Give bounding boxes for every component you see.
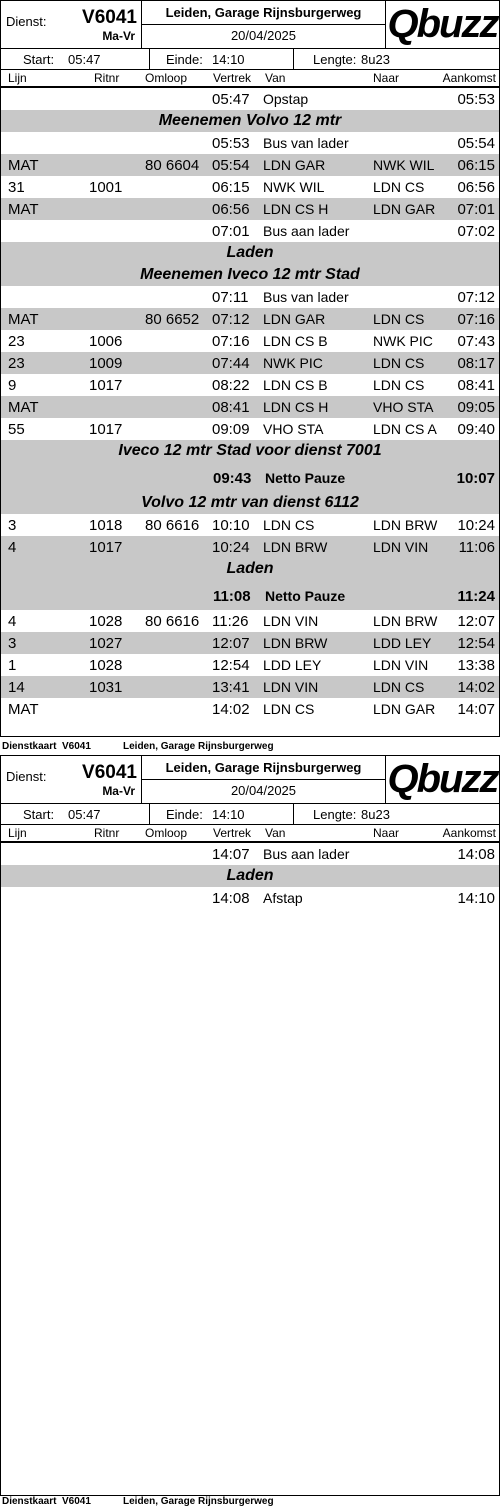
van-cell: LDN CS H bbox=[263, 399, 329, 415]
lijn-cell: 23 bbox=[8, 333, 25, 350]
divider bbox=[142, 24, 385, 25]
aankomst-cell: 13:38 bbox=[457, 657, 495, 674]
page-header bbox=[1, 756, 499, 804]
ritnr-cell: 1017 bbox=[89, 539, 123, 556]
ritnr-cell: 1009 bbox=[89, 355, 123, 372]
van-cell: Bus van lader bbox=[263, 289, 349, 305]
vertrek-cell: 05:53 bbox=[212, 135, 250, 152]
footer-garage: Leiden, Garage Rijnsburgerweg bbox=[123, 741, 274, 752]
lijn-cell: MAT bbox=[8, 701, 39, 718]
lijn-cell: 23 bbox=[8, 355, 25, 372]
lijn-cell: 9 bbox=[8, 377, 17, 394]
divider bbox=[149, 49, 150, 69]
naar-cell: LDN CS bbox=[373, 679, 425, 695]
column-naar: Naar bbox=[373, 71, 400, 85]
column-omloop: Omloop bbox=[145, 71, 188, 85]
garage-name: Leiden, Garage Rijnsburgerweg bbox=[165, 5, 362, 20]
ritnr-cell: 1018 bbox=[89, 517, 123, 534]
van-cell: NWK PIC bbox=[263, 355, 323, 371]
end-time: 14:10 bbox=[212, 52, 245, 67]
omloop-cell: 80 6616 bbox=[145, 613, 200, 630]
lijn-cell: 3 bbox=[8, 517, 17, 534]
van-cell: LDN BRW bbox=[263, 635, 328, 651]
dienst-number: V6041 bbox=[82, 7, 137, 28]
trip-row bbox=[1, 308, 499, 330]
lijn-cell: 4 bbox=[8, 539, 17, 556]
omloop-cell: 80 6604 bbox=[145, 157, 200, 174]
length-value: 8u23 bbox=[361, 807, 390, 822]
section-title: Laden bbox=[226, 244, 274, 261]
vertrek-cell: 05:54 bbox=[212, 157, 250, 174]
length-label: Lengte: bbox=[313, 52, 357, 67]
trip-row bbox=[1, 843, 499, 865]
dienst-label: Dienst: bbox=[6, 769, 47, 784]
vertrek-cell: 07:16 bbox=[212, 333, 250, 350]
trip-row bbox=[1, 220, 499, 242]
trip-row bbox=[1, 418, 499, 440]
logo-cell bbox=[386, 756, 499, 803]
start-label: Start: bbox=[23, 807, 55, 822]
lijn-cell: MAT bbox=[8, 201, 39, 218]
trip-row bbox=[1, 374, 499, 396]
aankomst-cell: 14:02 bbox=[457, 679, 495, 696]
ritnr-cell: 1027 bbox=[89, 635, 123, 652]
lijn-cell: 1 bbox=[8, 657, 17, 674]
trip-row bbox=[1, 176, 499, 198]
column-vertrek: Vertrek bbox=[213, 826, 252, 840]
van-cell: Opstap bbox=[263, 91, 309, 107]
trip-row bbox=[1, 396, 499, 418]
divider bbox=[142, 779, 385, 780]
aankomst-cell: 05:54 bbox=[457, 135, 495, 152]
column-aankomst: Aankomst bbox=[442, 71, 496, 85]
footer-dienst: V6041 bbox=[62, 741, 91, 752]
column-lijn: Lijn bbox=[8, 826, 27, 840]
dienst-cell bbox=[1, 756, 142, 803]
lijn-cell: 31 bbox=[8, 179, 25, 196]
van-cell: LDN GAR bbox=[263, 311, 326, 327]
section-title-row bbox=[1, 558, 499, 580]
aankomst-cell: 11:06 bbox=[458, 539, 495, 556]
dienst-label: Dienst: bbox=[6, 14, 47, 29]
ritnr-cell: 1031 bbox=[89, 679, 123, 696]
aankomst-cell: 10:07 bbox=[456, 470, 495, 487]
section-title: Meenemen Volvo 12 mtr bbox=[158, 112, 342, 129]
ritnr-cell: 1017 bbox=[89, 377, 123, 394]
naar-cell: LDN GAR bbox=[373, 201, 436, 217]
naar-cell: LDN BRW bbox=[373, 613, 438, 629]
aankomst-cell: 08:41 bbox=[457, 377, 495, 394]
vertrek-cell: 07:01 bbox=[212, 223, 250, 240]
trip-row bbox=[1, 610, 499, 632]
van-cell: LDN GAR bbox=[263, 157, 326, 173]
lijn-cell: 55 bbox=[8, 421, 25, 438]
pause-row bbox=[1, 580, 499, 610]
aankomst-cell: 07:02 bbox=[457, 223, 495, 240]
trip-row bbox=[1, 198, 499, 220]
aankomst-cell: 09:40 bbox=[457, 421, 495, 438]
aankomst-cell: 14:07 bbox=[457, 701, 495, 718]
lijn-cell: 4 bbox=[8, 613, 17, 630]
column-lijn: Lijn bbox=[8, 71, 27, 85]
section-title: Iveco 12 mtr Stad voor dienst 7001 bbox=[118, 442, 382, 459]
aankomst-cell: 08:17 bbox=[457, 355, 495, 372]
start-time: 05:47 bbox=[68, 807, 101, 822]
aankomst-cell: 14:10 bbox=[457, 890, 495, 907]
footer-label: Dienstkaart bbox=[2, 1496, 57, 1507]
lijn-cell: MAT bbox=[8, 399, 39, 416]
vertrek-cell: 08:22 bbox=[212, 377, 250, 394]
section-title: Laden bbox=[226, 867, 274, 884]
naar-cell: VHO STA bbox=[373, 399, 434, 415]
van-cell: Afstap bbox=[263, 890, 303, 906]
van-cell: Bus aan lader bbox=[263, 846, 350, 862]
column-omloop: Omloop bbox=[145, 826, 188, 840]
trip-row bbox=[1, 154, 499, 176]
vertrek-cell: 09:43 bbox=[213, 470, 252, 487]
naar-cell: LDD LEY bbox=[373, 635, 432, 651]
column-vertrek: Vertrek bbox=[213, 71, 252, 85]
length-label: Lengte: bbox=[313, 807, 357, 822]
column-aankomst: Aankomst bbox=[442, 826, 496, 840]
column-naar: Naar bbox=[373, 826, 400, 840]
van-cell: LDN CS bbox=[263, 517, 315, 533]
naar-cell: LDN CS A bbox=[373, 421, 437, 437]
vertrek-cell: 14:08 bbox=[212, 890, 250, 907]
pause-label: Netto Pauze bbox=[265, 588, 346, 604]
vertrek-cell: 12:54 bbox=[212, 657, 250, 674]
van-cell: NWK WIL bbox=[263, 179, 325, 195]
service-days: Ma-Vr bbox=[102, 29, 135, 43]
vertrek-cell: 14:02 bbox=[212, 701, 250, 718]
page-frame bbox=[0, 755, 500, 1496]
naar-cell: LDN CS bbox=[373, 179, 425, 195]
vertrek-cell: 07:44 bbox=[212, 355, 250, 372]
van-cell: LDN CS H bbox=[263, 201, 329, 217]
footer-label: Dienstkaart bbox=[2, 741, 57, 752]
omloop-cell: 80 6616 bbox=[145, 517, 200, 534]
aankomst-cell: 12:07 bbox=[457, 613, 495, 630]
trip-row bbox=[1, 330, 499, 352]
vertrek-cell: 11:26 bbox=[212, 613, 249, 630]
naar-cell: NWK WIL bbox=[373, 157, 435, 173]
section-title-row bbox=[1, 492, 499, 514]
aankomst-cell: 10:24 bbox=[457, 517, 495, 534]
ritnr-cell: 1006 bbox=[89, 333, 123, 350]
column-header-row bbox=[1, 825, 499, 843]
vertrek-cell: 12:07 bbox=[212, 635, 250, 652]
column-van: Van bbox=[265, 826, 286, 840]
garage-cell bbox=[142, 1, 386, 48]
naar-cell: LDN CS bbox=[373, 377, 425, 393]
section-title-row bbox=[1, 264, 499, 286]
lijn-cell: 3 bbox=[8, 635, 17, 652]
van-cell: LDN CS B bbox=[263, 333, 328, 349]
naar-cell: LDN CS bbox=[373, 311, 425, 327]
length-value: 8u23 bbox=[361, 52, 390, 67]
pause-label: Netto Pauze bbox=[265, 470, 346, 486]
lijn-cell: 14 bbox=[8, 679, 25, 696]
aankomst-cell: 14:08 bbox=[457, 846, 495, 863]
naar-cell: LDN BRW bbox=[373, 517, 438, 533]
logo-cell bbox=[386, 1, 499, 48]
divider bbox=[293, 804, 294, 824]
van-cell: VHO STA bbox=[263, 421, 324, 437]
naar-cell: LDN VIN bbox=[373, 657, 429, 673]
end-label: Einde: bbox=[166, 807, 203, 822]
divider bbox=[149, 804, 150, 824]
aankomst-cell: 12:54 bbox=[457, 635, 495, 652]
section-title-row bbox=[1, 440, 499, 462]
section-title: Volvo 12 mtr van dienst 6112 bbox=[141, 494, 359, 511]
lijn-cell: MAT bbox=[8, 157, 39, 174]
trip-row bbox=[1, 132, 499, 154]
vertrek-cell: 06:56 bbox=[212, 201, 250, 218]
time-summary-row bbox=[1, 804, 499, 825]
aankomst-cell: 06:15 bbox=[457, 157, 495, 174]
footer-garage: Leiden, Garage Rijnsburgerweg bbox=[123, 1496, 274, 1507]
column-ritnr: Ritnr bbox=[94, 71, 120, 85]
trip-row bbox=[1, 698, 499, 720]
service-days: Ma-Vr bbox=[102, 784, 135, 798]
start-label: Start: bbox=[23, 52, 55, 67]
page-frame bbox=[0, 0, 500, 737]
naar-cell: LDN VIN bbox=[373, 539, 429, 555]
vertrek-cell: 07:12 bbox=[212, 311, 250, 328]
van-cell: LDN CS B bbox=[263, 377, 328, 393]
qbuzz-logo: Qbuzz bbox=[387, 2, 498, 46]
dienst-cell bbox=[1, 1, 142, 48]
trip-row bbox=[1, 514, 499, 536]
naar-cell: LDN GAR bbox=[373, 701, 436, 717]
section-title-row bbox=[1, 242, 499, 264]
trip-row bbox=[1, 536, 499, 558]
vertrek-cell: 08:41 bbox=[212, 399, 250, 416]
end-label: Einde: bbox=[166, 52, 203, 67]
lijn-cell: MAT bbox=[8, 311, 39, 328]
column-header-row bbox=[1, 70, 499, 88]
aankomst-cell: 05:53 bbox=[457, 91, 495, 108]
aankomst-cell: 07:43 bbox=[457, 333, 495, 350]
column-ritnr: Ritnr bbox=[94, 826, 120, 840]
van-cell: LDN CS bbox=[263, 701, 315, 717]
van-cell: LDN VIN bbox=[263, 613, 319, 629]
ritnr-cell: 1017 bbox=[89, 421, 123, 438]
section-title-row bbox=[1, 110, 499, 132]
trip-row bbox=[1, 352, 499, 374]
vertrek-cell: 09:09 bbox=[212, 421, 250, 438]
start-time: 05:47 bbox=[68, 52, 101, 67]
trip-row bbox=[1, 887, 499, 909]
vertrek-cell: 05:47 bbox=[212, 91, 250, 108]
aankomst-cell: 11:24 bbox=[457, 588, 495, 605]
trip-row bbox=[1, 88, 499, 110]
trip-row bbox=[1, 676, 499, 698]
ritnr-cell: 1028 bbox=[89, 613, 123, 630]
column-van: Van bbox=[265, 71, 286, 85]
naar-cell: LDN CS bbox=[373, 355, 425, 371]
aankomst-cell: 07:12 bbox=[457, 289, 495, 306]
trip-list bbox=[1, 843, 499, 909]
trip-row bbox=[1, 286, 499, 308]
section-title: Meenemen Iveco 12 mtr Stad bbox=[140, 266, 360, 283]
vertrek-cell: 06:15 bbox=[212, 179, 250, 196]
aankomst-cell: 06:56 bbox=[457, 179, 495, 196]
qbuzz-logo: Qbuzz bbox=[387, 757, 498, 801]
van-cell: LDN BRW bbox=[263, 539, 328, 555]
van-cell: LDD LEY bbox=[263, 657, 322, 673]
garage-cell bbox=[142, 756, 386, 803]
van-cell: LDN VIN bbox=[263, 679, 319, 695]
van-cell: Bus aan lader bbox=[263, 223, 350, 239]
trip-list bbox=[1, 88, 499, 720]
van-cell: Bus van lader bbox=[263, 135, 349, 151]
end-time: 14:10 bbox=[212, 807, 245, 822]
time-summary-row bbox=[1, 49, 499, 70]
aankomst-cell: 07:16 bbox=[457, 311, 495, 328]
section-title-row bbox=[1, 865, 499, 887]
vertrek-cell: 10:24 bbox=[212, 539, 250, 556]
vertrek-cell: 11:08 bbox=[213, 588, 251, 605]
vertrek-cell: 10:10 bbox=[212, 517, 250, 534]
aankomst-cell: 09:05 bbox=[457, 399, 495, 416]
dienst-number: V6041 bbox=[82, 762, 137, 783]
page-header bbox=[1, 1, 499, 49]
ritnr-cell: 1028 bbox=[89, 657, 123, 674]
date: 20/04/2025 bbox=[230, 783, 297, 798]
vertrek-cell: 13:41 bbox=[212, 679, 250, 696]
garage-name: Leiden, Garage Rijnsburgerweg bbox=[165, 760, 362, 775]
trip-row bbox=[1, 654, 499, 676]
vertrek-cell: 07:11 bbox=[212, 289, 249, 306]
omloop-cell: 80 6652 bbox=[145, 311, 200, 328]
naar-cell: NWK PIC bbox=[373, 333, 433, 349]
date: 20/04/2025 bbox=[230, 28, 297, 43]
aankomst-cell: 07:01 bbox=[457, 201, 495, 218]
section-title: Laden bbox=[226, 560, 274, 577]
footer-dienst: V6041 bbox=[62, 1496, 91, 1507]
ritnr-cell: 1001 bbox=[89, 179, 123, 196]
vertrek-cell: 14:07 bbox=[212, 846, 250, 863]
trip-row bbox=[1, 632, 499, 654]
pause-row bbox=[1, 462, 499, 492]
divider bbox=[293, 49, 294, 69]
